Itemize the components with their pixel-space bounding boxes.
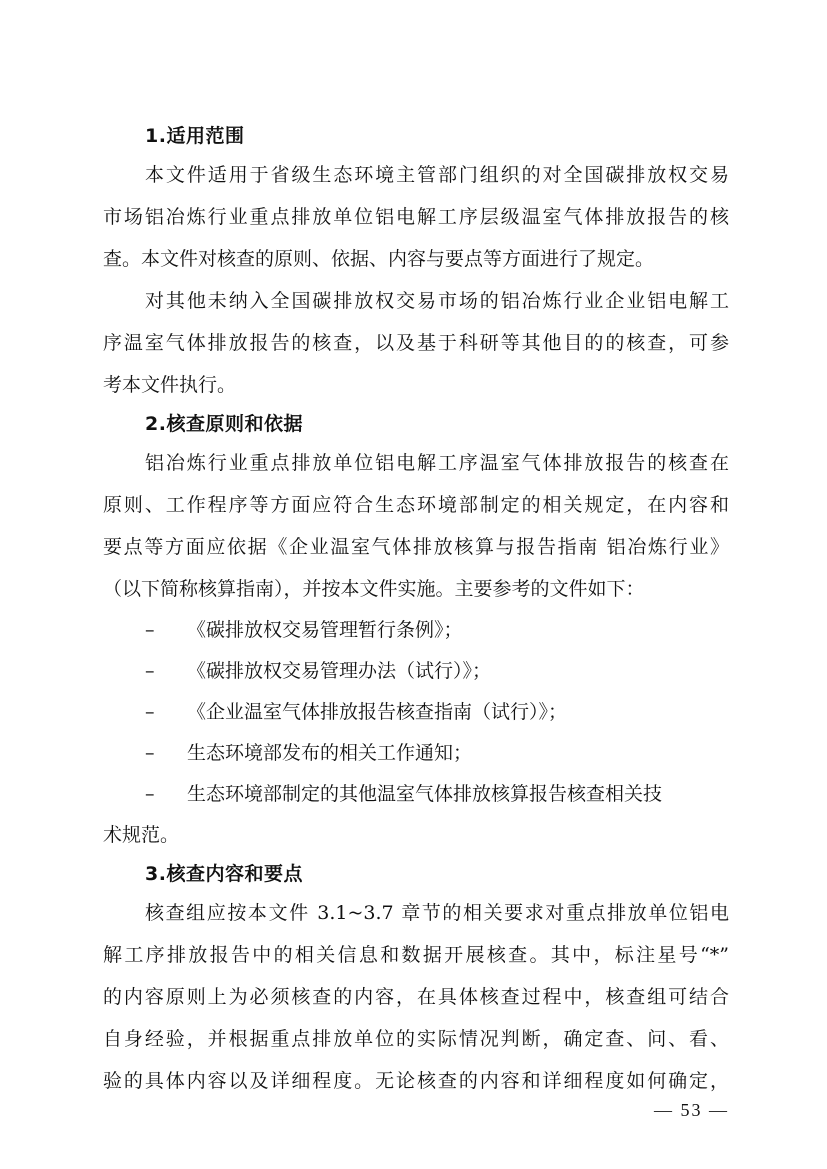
- section-1-heading: 1.适用范围: [145, 125, 245, 147]
- text-line: 要点等方面应依据《企业温室气体排放核算与报告指南 铝冶炼行业》: [103, 536, 729, 558]
- section-2-paragraph-1: [103, 442, 729, 610]
- reference-list: [103, 610, 729, 856]
- list-item: [103, 774, 729, 815]
- list-item: [103, 733, 729, 774]
- list-dash: –: [145, 660, 155, 682]
- text-line: （以下简称核算指南），并按本文件实施。主要参考的文件如下：: [103, 578, 645, 600]
- section-3-paragraph-1: [103, 892, 729, 1102]
- text-line: 查。本文件对核查的原则、依据、内容与要点等方面进行了规定。: [103, 248, 655, 270]
- list-item-text: 《碳排放权交易管理办法（试行）》；: [187, 660, 492, 682]
- text-line: 原则、工作程序等方面应符合生态环境部制定的相关规定，在内容和: [103, 494, 729, 516]
- text-line: 市场铝冶炼行业重点排放单位铝电解工序层级温室气体排放报告的核: [103, 206, 729, 228]
- list-item-continuation: 术规范。: [103, 824, 180, 846]
- list-dash: –: [145, 742, 155, 764]
- list-item: [103, 610, 729, 651]
- list-item: [103, 651, 729, 692]
- text-line: 铝冶炼行业重点排放单位铝电解工序温室气体排放报告的核查在: [145, 452, 729, 474]
- section-3-heading: 3.核查内容和要点: [145, 863, 303, 885]
- list-item-text: 生态环境部制定的其他温室气体排放核算报告核查相关技: [187, 783, 663, 805]
- list-item-text: 《企业温室气体排放报告核查指南（试行）》；: [187, 701, 568, 723]
- list-dash: –: [145, 619, 155, 641]
- page-number: — 53 —: [654, 1100, 729, 1120]
- text-line: 自身经验，并根据重点排放单位的实际情况判断，确定查、问、看、: [103, 1028, 729, 1050]
- text-line: 序温室气体排放报告的核查，以及基于科研等其他目的的核查，可参: [103, 332, 729, 354]
- section-2-heading: 2.核查原则和依据: [145, 413, 303, 435]
- list-dash: –: [145, 701, 155, 723]
- text-line: 对其他未纳入全国碳排放权交易市场的铝冶炼行业企业铝电解工: [145, 290, 729, 312]
- text-line: 的内容原则上为必须核查的内容，在具体核查过程中，核查组可结合: [103, 986, 729, 1008]
- section-1-paragraph-2: [103, 280, 729, 406]
- list-item-text: 生态环境部发布的相关工作通知；: [187, 742, 473, 764]
- text-line: 本文件适用于省级生态环境主管部门组织的对全国碳排放权交易: [145, 164, 729, 186]
- text-line: 验的具体内容以及详细程度。无论核查的内容和详细程度如何确定，: [103, 1070, 729, 1092]
- body-text: [103, 118, 729, 1102]
- list-item: [103, 692, 729, 733]
- list-dash: –: [145, 783, 155, 805]
- text-line: 解工序排放报告中的相关信息和数据开展核查。其中，标注星号“*”: [103, 944, 729, 966]
- text-line: 核查组应按本文件 3.1~3.7 章节的相关要求对重点排放单位铝电: [145, 902, 729, 924]
- list-item-text: 《碳排放权交易管理暂行条例》；: [187, 619, 463, 641]
- section-1-paragraph-1: [103, 154, 729, 280]
- text-line: 考本文件执行。: [103, 374, 237, 396]
